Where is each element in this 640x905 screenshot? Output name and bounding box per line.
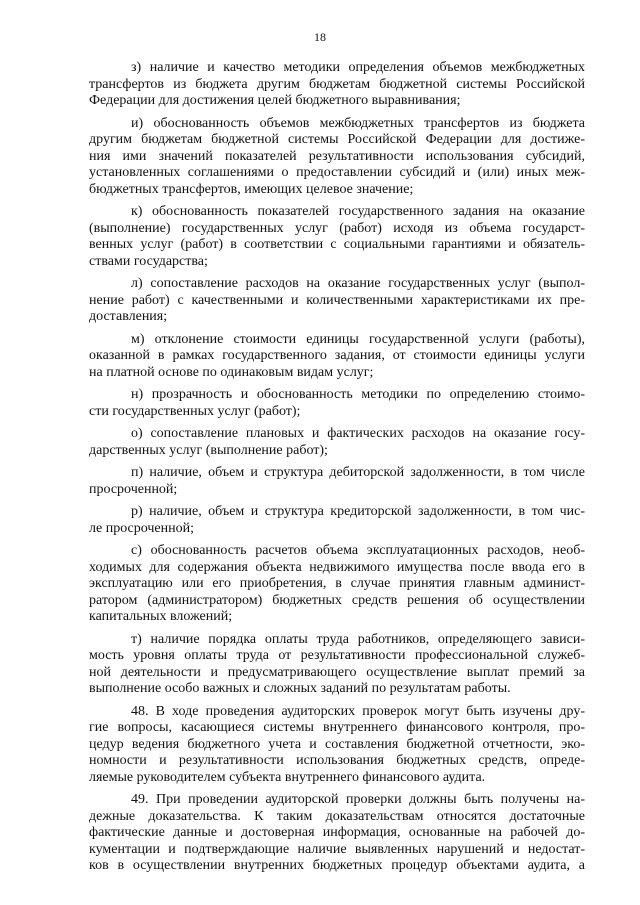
paragraph-p — [89, 465, 585, 498]
text-line: капитальных вложений; — [89, 609, 233, 624]
text-line: п) наличие, объем и структура дебиторской задолженности, в том числе — [131, 465, 585, 480]
text-line: номности и результативности использования бюджетных средств, опреде- — [89, 753, 585, 768]
text-line: ратором (администратором) бюджетных средств решения об осуществлении — [89, 592, 585, 608]
paragraph-k — [89, 204, 585, 270]
paragraph-48 — [89, 704, 585, 787]
text-line: эксплуатацию или его приобретения, в случае принятия главным админист- — [89, 576, 585, 591]
text-line: ной деятельности и предусматривающего осуществление выплат премий за — [89, 664, 585, 680]
text-line: Федерации для достижения целей бюджетного выравнивания; — [89, 93, 461, 108]
text-line: (выполнение) государственных услуг (работ) исходя из объема государст- — [89, 220, 585, 236]
text-line: дарственных услуг (выполнение работ); — [89, 442, 328, 458]
text-line: 48. В ходе проведения аудиторских проверок могут быть изучены дру- — [131, 703, 585, 719]
text-line: нение работ) с качественными и количественными характеристиками их пре- — [89, 292, 585, 308]
text-line: ков в осуществлении внутренних бюджетных процедур объектами аудита, а — [89, 858, 585, 873]
text-line: ходимых для содержания объекта недвижимого имущества после ввода его в — [89, 559, 585, 575]
text-line: венных услуг (работ) в соответствии с социальными гарантиями и обязатель- — [89, 237, 585, 252]
text-line: сти государственных услуг (работ); — [89, 403, 301, 419]
text-line: н) прозрачность и обоснованность методики по определению стоимо- — [131, 387, 585, 402]
text-line: доставления; — [89, 309, 168, 324]
text-line: ствами государства; — [89, 253, 208, 269]
text-line: 49. При проведении аудиторской проверки должны быть получены на- — [131, 792, 585, 807]
paragraph-o — [89, 426, 585, 459]
text-line: бюджетных трансфертов, имеющих целевое значение; — [89, 181, 414, 197]
text-line: выполнение особо важных и сложных заданий по результатам работы. — [89, 681, 511, 696]
text-line: л) сопоставление расходов на оказание государственных услуг (выпол- — [131, 276, 585, 291]
paragraph-z — [89, 60, 585, 110]
text-line: ле просроченной; — [89, 520, 195, 536]
paragraph-n — [89, 387, 585, 420]
paragraph-l — [89, 276, 585, 326]
text-line: р) наличие, объем и структура кредиторской задолженности, в том чис- — [131, 504, 585, 519]
text-line: о) сопоставление плановых и фактических расходов на оказание госу- — [131, 426, 585, 441]
paragraph-i — [89, 116, 585, 199]
page-number: 18 — [314, 30, 326, 44]
paragraph-m — [89, 332, 585, 382]
text-line: ляемые руководителем субъекта внутреннего финансового аудита. — [89, 769, 486, 785]
paragraph-t — [89, 632, 585, 698]
text-line: цедур ведения бюджетного учета и составления бюджетной отчетности, эко- — [89, 736, 585, 752]
paragraph-s — [89, 543, 585, 626]
text-line: с) обоснованность расчетов объема эксплуатационных расходов, необ- — [131, 543, 585, 558]
paragraph-49 — [89, 792, 585, 875]
text-line: другим бюджетам бюджетной системы Российской Федерации для достиже- — [89, 132, 585, 147]
document-body — [89, 60, 585, 881]
text-line: на платной основе по одинаковым видам услуг; — [89, 364, 374, 380]
text-line: фактические данные и достоверная информация, основанные на рабочей до- — [89, 825, 585, 840]
text-line: к) обоснованность показателей государственного задания на оказание — [131, 204, 585, 219]
text-line: трансфертов из бюджета другим бюджетам бюджетной системы Российской — [89, 76, 585, 92]
text-line: т) наличие порядка оплаты труда работников, определяющего зависи- — [131, 631, 585, 647]
text-line: ния ими значений показателей результативности использования субсидий, — [89, 148, 585, 164]
text-line: и) обоснованность объемов межбюджетных трансфертов из бюджета — [131, 115, 585, 131]
text-line: дежные доказательства. К таким доказательствам относятся достаточные — [89, 808, 585, 824]
text-line: установленных соглашениями о предоставлении субсидий и (или) иных меж- — [89, 165, 585, 180]
paragraph-r — [89, 504, 585, 537]
text-line: просроченной; — [89, 481, 178, 497]
text-line: оказанной в рамках государственного задания, от стоимости единицы услуги — [89, 348, 585, 363]
text-line: з) наличие и качество методики определения объемов межбюджетных — [131, 60, 585, 75]
text-line: м) отклонение стоимости единицы государственной услуги (работы), — [131, 331, 585, 347]
text-line: мость уровня оплаты труда от результативности профессиональной служеб- — [89, 648, 585, 663]
text-line: гие вопросы, касающиеся системы внутреннего финансового контроля, про- — [89, 720, 585, 735]
text-line: кументации и подтверждающие наличие выявленных нарушений и недостат- — [89, 841, 585, 857]
